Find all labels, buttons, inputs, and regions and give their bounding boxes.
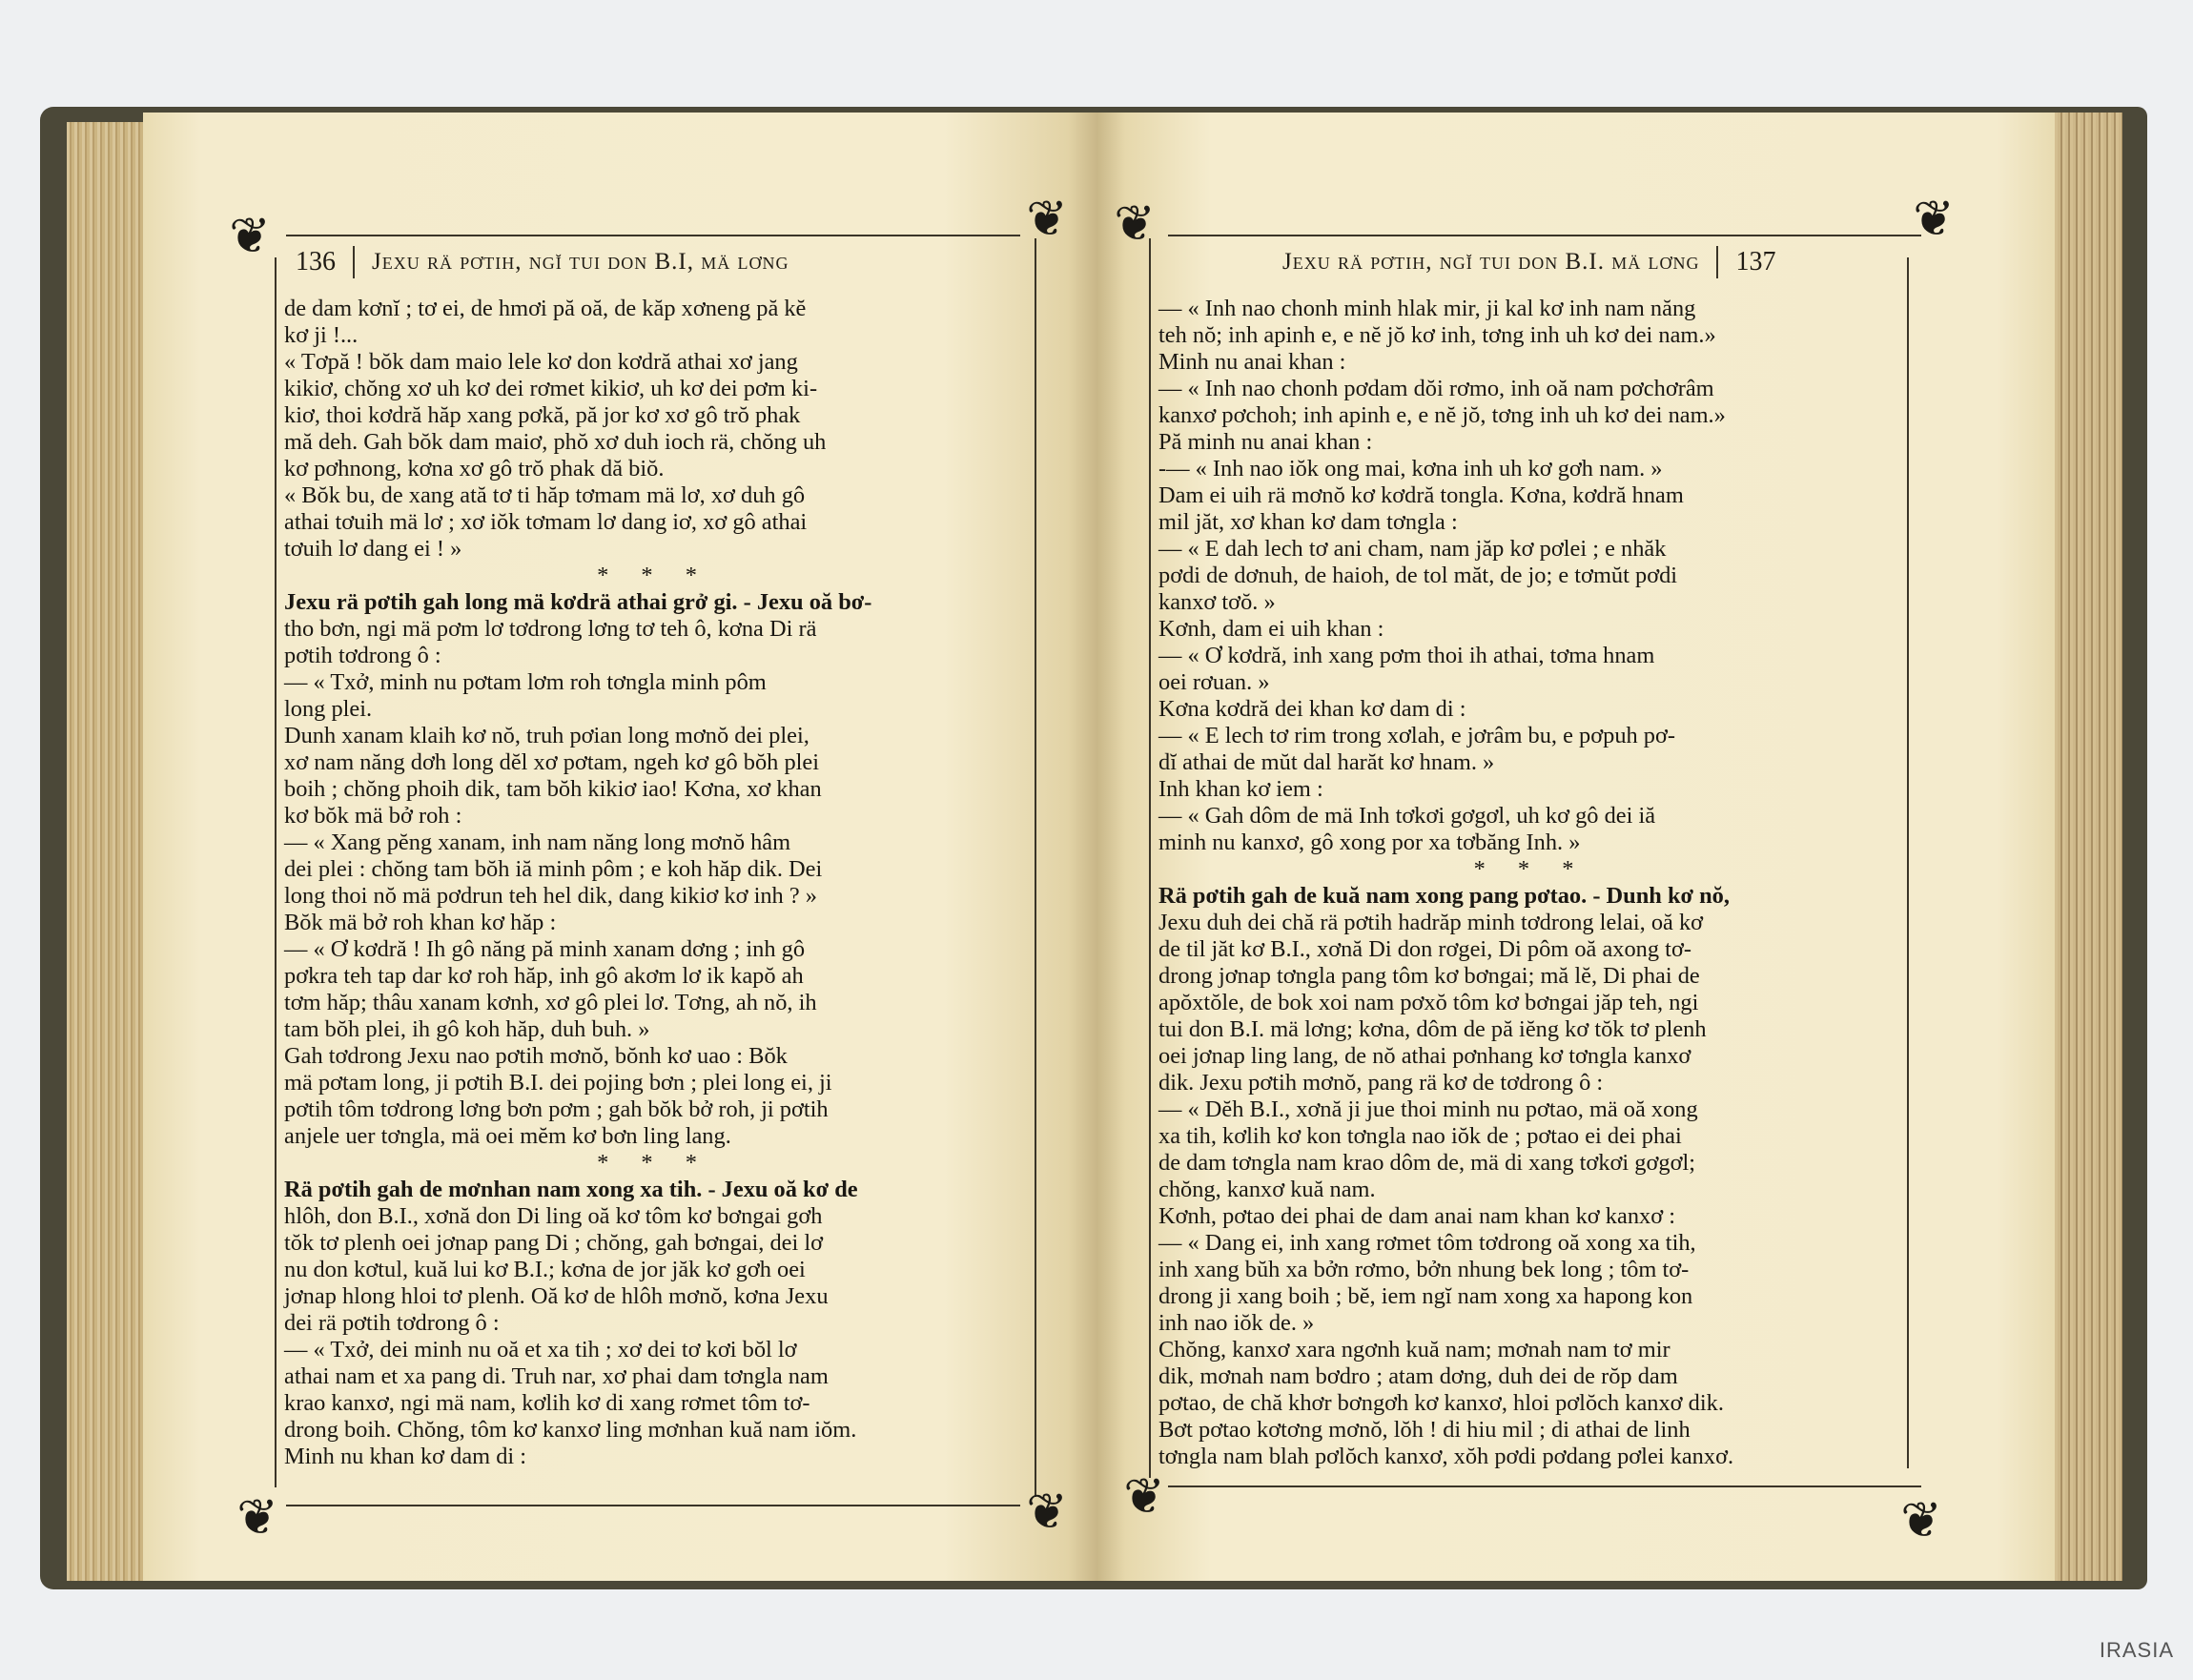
running-title: Jexu rä pơtih, ngĭ tui don B.I. mä lơng bbox=[1282, 249, 1700, 275]
page-number: 137 bbox=[1735, 247, 1776, 277]
text-line: kơ ji !... bbox=[284, 322, 359, 348]
text-line: — « Inh nao chonh pơdam dŏi rơmo, inh oă nam pơchơrâm bbox=[1158, 376, 1714, 401]
text-line: kơ bŏk mä bở roh : bbox=[284, 803, 462, 829]
text-line: kiơ, thoi kơdră hăp xang pơkă, pă jor kơ xơ gô trŏ phak bbox=[284, 402, 801, 428]
text-line: athai nam et xa pang di. Truh nar, xơ phai dam tơngla nam bbox=[284, 1363, 829, 1389]
text-line: Jexu duh dei chă rä pơtih hadrăp minh tơdrong lelai, oă kơ bbox=[1158, 910, 1704, 935]
section-divider: * * * bbox=[1473, 856, 1588, 882]
text-line: chŏng, kanxơ kuă nam. bbox=[1158, 1177, 1376, 1202]
text-line: Pă minh nu anai khan : bbox=[1158, 429, 1373, 455]
text-line: Minh nu khan kơ dam di : bbox=[284, 1444, 527, 1469]
text-line: pơdi de dơnuh, de haioh, de tol măt, de jo; e tơmŭt pơdi bbox=[1158, 563, 1678, 588]
text-line: krao kanxơ, ngi mä nam, kơlih kơ di xang rơmet tôm tơ- bbox=[284, 1390, 810, 1416]
text-line: Kơna kơdră dei khan kơ dam di : bbox=[1158, 696, 1466, 722]
text-line: Inh khan kơ iem : bbox=[1158, 776, 1323, 802]
header-divider bbox=[1716, 246, 1718, 278]
text-line: -— « Inh nao iŏk ong mai, kơna inh uh kơ gơh nam. » bbox=[1158, 456, 1663, 481]
text-line: de dam kơnĭ ; tơ ei, de hmơi pă oă, de kăp xơneng pă kĕ bbox=[284, 296, 807, 321]
text-line: oei rơuan. » bbox=[1158, 669, 1270, 695]
text-line: — « Xang pĕng xanam, inh nam năng long mơnŏ hâm bbox=[284, 830, 791, 855]
text-line: kanxơ tơŏ. » bbox=[1158, 589, 1276, 615]
page-edges-left bbox=[67, 122, 149, 1581]
watermark: IRASIA bbox=[2099, 1638, 2174, 1662]
ornament-icon: ❦ bbox=[1913, 191, 1955, 248]
text-line: pơkra teh tap dar kơ roh hăp, inh gô akơm lơ ik kapŏ ah bbox=[284, 963, 804, 989]
text-line: dik. Jexu pơtih mơnŏ, pang rä kơ de tơdrong ô : bbox=[1158, 1070, 1604, 1096]
text-line: xơ nam năng dơh long dĕl xơ pơtam, ngeh kơ gô bŏh plei bbox=[284, 749, 820, 775]
text-line: « Bŏk bu, de xang ată tơ ti hăp tơmam mä lơ, xơ duh gô bbox=[284, 482, 806, 508]
ornament-icon: ❦ bbox=[1026, 191, 1068, 248]
text-line: Dam ei uih rä mơnŏ kơ kơdră tongla. Kơna, kơdră hnam bbox=[1158, 482, 1684, 508]
text-line: de dam tơngla nam krao dôm de, mä di xang tơkơi gơgơl; bbox=[1158, 1150, 1696, 1176]
left-top-rule bbox=[286, 235, 1020, 236]
text-line: tơngla nam blah pơlŏch kanxơ, xŏh pơdi pơdang pơlei kanxơ. bbox=[1158, 1444, 1734, 1469]
text-line: kơ pơhnong, kơna xơ gô trŏ phak dă biŏ. bbox=[284, 456, 665, 481]
text-line: mă deh. Gah bŏk dam maiơ, phŏ xơ duh ioch rä, chŏng uh bbox=[284, 429, 827, 455]
text-line: — « Dang ei, inh xang rơmet tôm tơdrong oă xong xa tih, bbox=[1158, 1230, 1696, 1256]
text-line: apŏxtŏle, de bok xoi nam pơxŏ tôm kơ bơngai jăp teh, ngi bbox=[1158, 990, 1699, 1015]
left-outer-rule bbox=[275, 257, 277, 1487]
text-line: inh xang bŭh xa bởn rơmo, bởn nhung bek long ; tôm tơ- bbox=[1158, 1257, 1690, 1282]
text-line: tui don B.I. mä lơng; kơna, dôm de pă iĕng kơ tŏk tơ plenh bbox=[1158, 1016, 1707, 1042]
text-line: drong ji xang boih ; bĕ, iem ngĭ nam xong xa hapong kon bbox=[1158, 1283, 1693, 1309]
text-line: — « Dĕh B.I., xơnă ji jue thoi minh nu pơtao, mä oă xong bbox=[1158, 1096, 1698, 1122]
right-bottom-rule bbox=[1168, 1485, 1921, 1487]
text-line: Chŏng, kanxơ xara ngơnh kuă nam; mơnah nam tơ mir bbox=[1158, 1337, 1670, 1362]
text-line: pơtih tôm tơdrong lơng bơn pơm ; gah bŏk bở roh, ji pơtih bbox=[284, 1096, 829, 1122]
text-line: long plei. bbox=[284, 696, 373, 722]
text-line: pơtih tơdrong ô : bbox=[284, 643, 441, 668]
text-line: — « Ơ kơdră ! Ih gô năng pă minh xanam dơng ; inh gô bbox=[284, 936, 806, 962]
text-line: — « Txở, minh nu pơtam lơm roh tơngla minh pôm bbox=[284, 669, 767, 695]
text-line: kikiơ, chŏng xơ uh kơ dei rơmet kikiơ, uh kơ dei pơm ki- bbox=[284, 376, 818, 401]
ornament-icon: ❦ bbox=[236, 1489, 278, 1547]
section-heading: Rä pơtih gah de kuă nam xong pang pơtao. - Dunh kơ nŏ, bbox=[1158, 883, 1730, 909]
right-body-text bbox=[1158, 296, 1902, 1470]
text-line: minh nu kanxơ, gô xong por xa tơbăng Inh. » bbox=[1158, 830, 1581, 855]
running-title: Jexu rä pơtih, ngĭ tui don B.I, mä lơng bbox=[372, 249, 789, 275]
text-line: Bơt pơtao kơtơng mơnŏ, lŏh ! di hiu mil ; di athai de linh bbox=[1158, 1417, 1691, 1443]
text-line: teh nŏ; inh apinh e, e nĕ jŏ kơ inh, tơng inh uh kơ dei nam.» bbox=[1158, 322, 1716, 348]
text-line: oei jơnap ling lang, de nŏ athai pơnhang kơ tơngla kanxơ bbox=[1158, 1043, 1691, 1069]
left-bottom-rule bbox=[286, 1505, 1020, 1506]
right-top-rule bbox=[1168, 235, 1921, 236]
section-heading: Rä pơtih gah de mơnhan nam xong xa tih. - Jexu oă kơ de bbox=[284, 1177, 858, 1202]
ornament-icon: ❦ bbox=[229, 208, 271, 265]
text-line: — « E dah lech tơ ani cham, nam jăp kơ pơlei ; e nhăk bbox=[1158, 536, 1667, 562]
right-running-header bbox=[1282, 246, 1775, 278]
text-line: mä pơtam long, ji pơtih B.I. dei pojing bơn ; plei long ei, ji bbox=[284, 1070, 832, 1096]
ornament-icon: ❦ bbox=[1114, 195, 1156, 253]
text-line: de til jăt kơ B.I., xơnă Di don rơgei, Di pôm oă axong tơ- bbox=[1158, 936, 1691, 962]
text-line: drong jơnap tơngla pang tôm kơ bơngai; mă lĕ, Di phai de bbox=[1158, 963, 1700, 989]
header-divider bbox=[353, 246, 355, 278]
text-line: tơuih lơ dang ei ! » bbox=[284, 536, 462, 562]
section-divider: * * * bbox=[597, 1150, 710, 1176]
text-line: dik, mơnah nam bơdro ; atam dơng, duh dei de rŏp dam bbox=[1158, 1363, 1678, 1389]
right-outer-rule bbox=[1907, 257, 1909, 1468]
text-line: — « Gah dôm de mä Inh tơkơi gơgơl, uh kơ gô dei iă bbox=[1158, 803, 1656, 829]
section-heading: Jexu rä pơtih gah long mä kơdrä athai grở gi. - Jexu oă bơ- bbox=[284, 589, 872, 615]
text-line: Bŏk mä bở roh khan kơ hăp : bbox=[284, 910, 557, 935]
page-edges-right bbox=[2050, 113, 2122, 1581]
text-line: dei plei : chŏng tam bŏh iă minh pôm ; e koh hăp dik. Dei bbox=[284, 856, 823, 882]
text-line: dĭ athai de mŭt dal harăt kơ hnam. » bbox=[1158, 749, 1495, 775]
text-line: inh nao iŏk de. » bbox=[1158, 1310, 1315, 1336]
ornament-icon: ❦ bbox=[1900, 1492, 1942, 1549]
text-line: anjele uer tơngla, mä oei mĕm kơ bơn ling lang. bbox=[284, 1123, 731, 1149]
text-line: — « E lech tơ rim trong xơlah, e jơrâm bu, e pơpuh pơ- bbox=[1158, 723, 1676, 748]
page-number: 136 bbox=[296, 247, 336, 277]
text-line: tam bŏh plei, ih gô koh hăp, duh buh. » bbox=[284, 1016, 650, 1042]
text-line: jơnap hlong hloi tơ plenh. Oă kơ de hlôh mơnŏ, kơna Jexu bbox=[284, 1283, 829, 1309]
text-line: Kơnh, pơtao dei phai de dam anai nam khan kơ kanxơ : bbox=[1158, 1203, 1675, 1229]
text-line: pơtao, de chă khơr bơngơh kơ kanxơ, hloi pơlŏch kanxơ dik. bbox=[1158, 1390, 1724, 1416]
ornament-icon: ❦ bbox=[1123, 1468, 1165, 1526]
text-line: xa tih, kơlih kơ kon tơngla nao iŏk de ; pơtao ei dei phai bbox=[1158, 1123, 1682, 1149]
text-line: nu don kơtul, kuă lui kơ B.I.; kơna de jor jăk kơ gơh oei bbox=[284, 1257, 806, 1282]
left-running-header bbox=[296, 246, 789, 278]
text-line: boih ; chŏng phoih dik, tam bŏh kikiơ iao! Kơna, xơ khan bbox=[284, 776, 822, 802]
text-line: tŏk tơ plenh oei jơnap pang Di ; chŏng, gah bơngai, dei lơ bbox=[284, 1230, 824, 1256]
left-inner-rule bbox=[1035, 238, 1036, 1497]
text-line: Dunh xanam klaih kơ nŏ, truh pơian long mơnŏ dei plei, bbox=[284, 723, 810, 748]
text-line: — « Inh nao chonh minh hlak mir, ji kal kơ inh nam năng bbox=[1158, 296, 1696, 321]
ornament-icon: ❦ bbox=[1026, 1484, 1068, 1541]
text-line: dei rä pơtih tơdrong ô : bbox=[284, 1310, 500, 1336]
text-line: Gah tơdrong Jexu nao pơtih mơnŏ, bŏnh kơ uao : Bŏk bbox=[284, 1043, 788, 1069]
text-line: — « Ơ kơdră, inh xang pơm thoi ih athai, tơma hnam bbox=[1158, 643, 1655, 668]
text-line: — « Txở, dei minh nu oă et xa tih ; xơ dei tơ kơi bŏl lơ bbox=[284, 1337, 797, 1362]
text-line: tơm hăp; thâu xanam kơnh, xơ gô plei lơ. Tơng, ah nŏ, ih bbox=[284, 990, 817, 1015]
text-line: hlôh, don B.I., xơnă don Di ling oă kơ tôm kơ bơngai gơh bbox=[284, 1203, 823, 1229]
right-inner-rule bbox=[1149, 238, 1151, 1478]
text-line: kanxơ pơchoh; inh apinh e, e nĕ jŏ, tơng inh uh kơ dei nam.» bbox=[1158, 402, 1726, 428]
text-line: tho bơn, ngi mä pơm lơ tơdrong lơng tơ teh ô, kơna Di rä bbox=[284, 616, 817, 642]
section-divider: * * * bbox=[597, 563, 710, 588]
text-line: Minh nu anai khan : bbox=[1158, 349, 1346, 375]
text-line: « Tơpă ! bŏk dam maio lele kơ don kơdră athai xơ jang bbox=[284, 349, 798, 375]
left-body-text bbox=[284, 296, 1023, 1470]
text-line: Kơnh, dam ei uih khan : bbox=[1158, 616, 1384, 642]
text-line: drong boih. Chŏng, tôm kơ kanxơ ling mơnhan kuă nam iŏm. bbox=[284, 1417, 857, 1443]
text-line: mil jăt, xơ khan kơ dam tơngla : bbox=[1158, 509, 1458, 535]
text-line: long thoi nŏ mä pơdrun teh hel dik, dang kikiơ kơ inh ? » bbox=[284, 883, 817, 909]
text-line: athai tơuih mä lơ ; xơ iŏk tơmam lơ dang iơ, xơ gô athai bbox=[284, 509, 808, 535]
